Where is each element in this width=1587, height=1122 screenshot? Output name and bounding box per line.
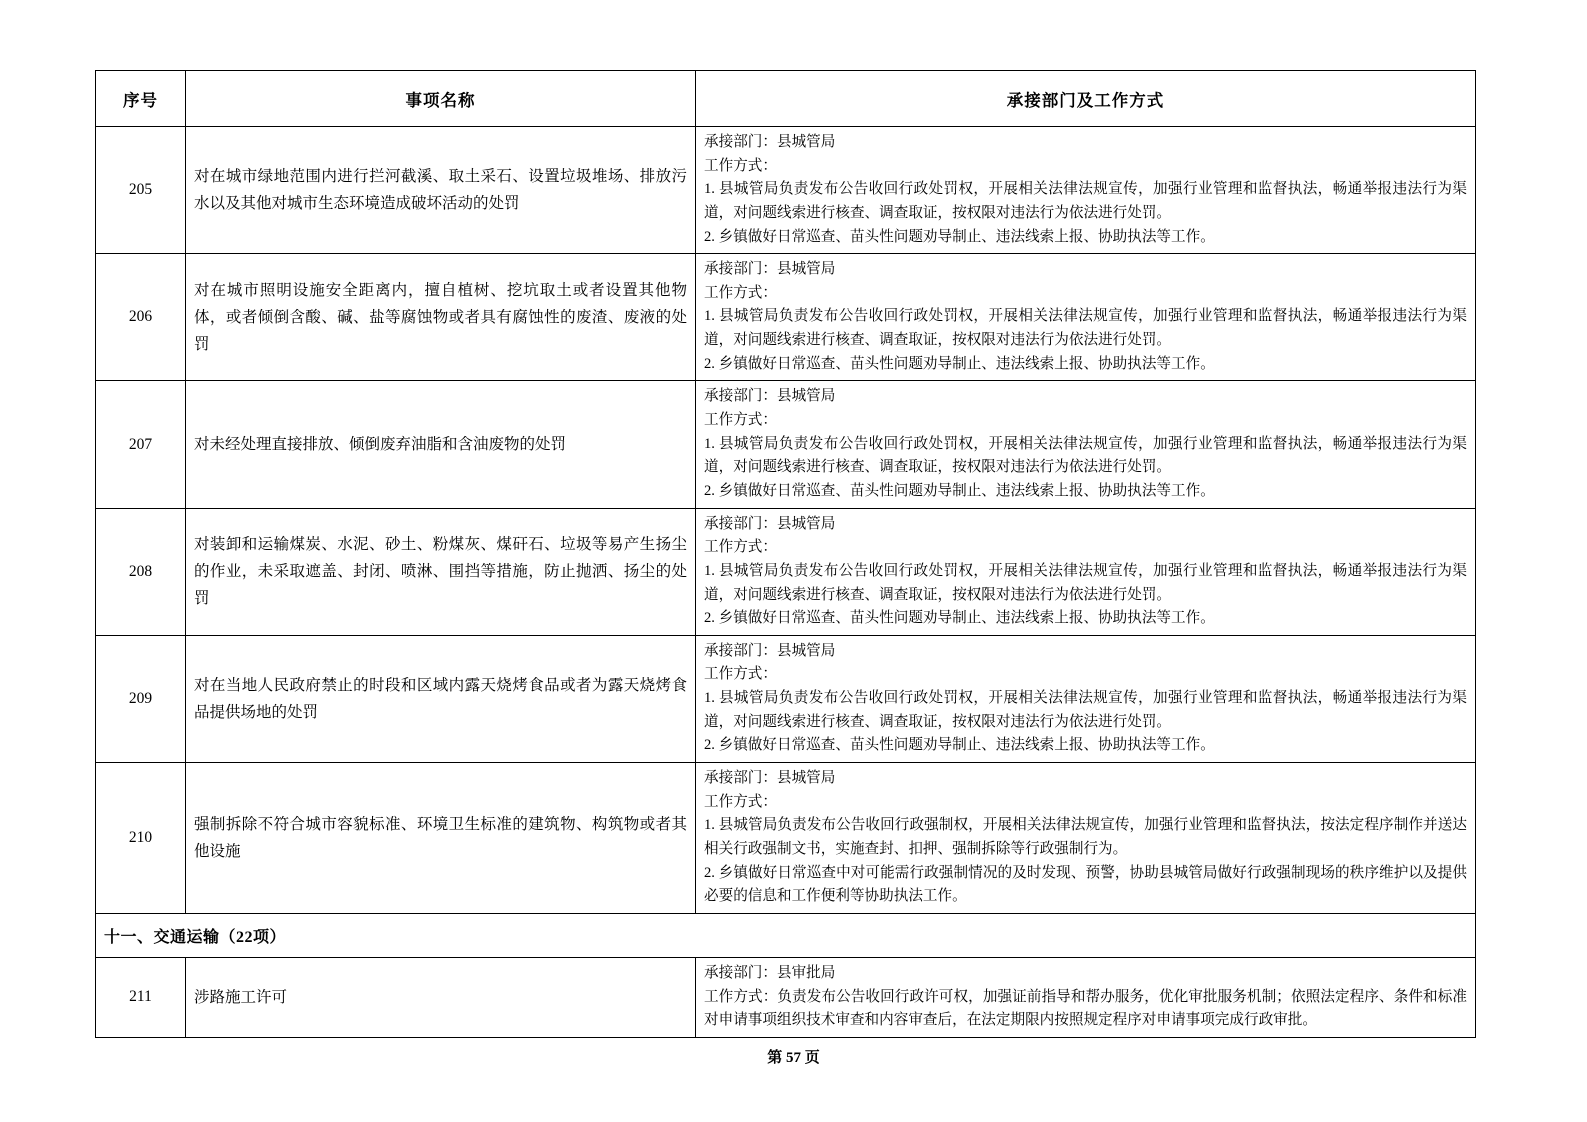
column-header-dept: 承接部门及工作方式 (696, 71, 1476, 127)
dept-line: 1. 县城管局负责发布公告收回行政处罚权，开展相关法律法规宣传，加强行业管理和监督执法，畅通举报违法行为渠道，对问题线索进行核查、调查取证，按权限对违法行为依法进行处罚。 (704, 308, 1467, 349)
section-label: 十一、交通运输（22项） (96, 913, 1476, 957)
row-dept-method (696, 508, 1476, 635)
dept-line: 工作方式： (704, 284, 777, 301)
column-header-no: 序号 (96, 71, 186, 127)
dept-line: 承接部门：县城管局 (704, 770, 836, 787)
dept-line: 2. 乡镇做好日常巡查、苗头性问题劝导制止、违法线索上报、协助执法等工作。 (704, 482, 1215, 499)
dept-line: 2. 乡镇做好日常巡查、苗头性问题劝导制止、违法线索上报、协助执法等工作。 (704, 228, 1215, 245)
dept-line: 2. 乡镇做好日常巡查中对可能需行政强制情况的及时发现、预警，协助县城管局做好行政强制现场的秩序维护以及提供必要的信息和工作便利等协助执法工作。 (704, 864, 1467, 905)
dept-line: 工作方式： (704, 793, 777, 810)
dept-line: 1. 县城管局负责发布公告收回行政处罚权，开展相关法律法规宣传，加强行业管理和监督执法，畅通举报违法行为渠道，对问题线索进行核查、调查取证，按权限对违法行为依法进行处罚。 (704, 690, 1467, 730)
dept-line: 工作方式： (704, 157, 777, 174)
row-number: 210 (96, 763, 186, 914)
row-item-name: 涉路施工许可 (186, 957, 696, 1037)
table-container (95, 70, 1475, 1038)
table-row (96, 508, 1476, 635)
row-item-name: 对在当地人民政府禁止的时段和区域内露天烧烤食品或者为露天烧烤食品提供场地的处罚 (186, 635, 696, 762)
row-item-name: 对装卸和运输煤炭、水泥、砂土、粉煤灰、煤矸石、垃圾等易产生扬尘的作业，未采取遮盖、封闭、喷淋、围挡等措施，防止抛洒、扬尘的处罚 (186, 508, 696, 635)
dept-line: 工作方式： (704, 539, 777, 556)
column-header-name: 事项名称 (186, 71, 696, 127)
table-section-row (96, 913, 1476, 957)
row-dept-method (696, 635, 1476, 762)
dept-line: 承接部门：县审批局 (704, 964, 836, 981)
dept-line: 1. 县城管局负责发布公告收回行政处罚权，开展相关法律法规宣传，加强行业管理和监督执法，畅通举报违法行为渠道，对问题线索进行核查、调查取证，按权限对违法行为依法进行处罚。 (704, 562, 1467, 603)
row-item-name: 对在城市绿地范围内进行拦河截溪、取土采石、设置垃圾堆场、排放污水以及其他对城市生态环境造成破坏活动的处罚 (186, 127, 696, 254)
dept-line: 承接部门：县城管局 (704, 515, 836, 532)
table-header-row (96, 71, 1476, 127)
table-body (96, 127, 1476, 1038)
row-number: 207 (96, 381, 186, 508)
row-number: 211 (96, 957, 186, 1037)
table-row (96, 254, 1476, 381)
dept-line: 1. 县城管局负责发布公告收回行政处罚权，开展相关法律法规宣传，加强行业管理和监督执法，畅通举报违法行为渠道，对问题线索进行核查、调查取证，按权限对违法行为依法进行处罚。 (704, 181, 1467, 221)
dept-line: 承接部门：县城管局 (704, 642, 836, 659)
row-item-name: 对未经处理直接排放、倾倒废弃油脂和含油废物的处罚 (186, 381, 696, 508)
row-dept-method (696, 254, 1476, 381)
table-header (96, 71, 1476, 127)
dept-line: 1. 县城管局负责发布公告收回行政处罚权，开展相关法律法规宣传，加强行业管理和监督执法，畅通举报违法行为渠道，对问题线索进行核查、调查取证，按权限对违法行为依法进行处罚。 (704, 435, 1467, 476)
table-row (96, 635, 1476, 762)
table-row (96, 763, 1476, 914)
dept-line: 1. 县城管局负责发布公告收回行政强制权，开展相关法律法规宣传，加强行业管理和监督执法，按法定程序制作并送达相关行政强制文书，实施查封、扣押、强制拆除等行政强制行为。 (704, 817, 1467, 857)
row-number: 205 (96, 127, 186, 254)
row-number: 209 (96, 635, 186, 762)
row-number: 208 (96, 508, 186, 635)
row-item-name: 对在城市照明设施安全距离内，擅自植树、挖坑取土或者设置其他物体，或者倾倒含酸、碱、盐等腐蚀物或者具有腐蚀性的废渣、废液的处罚 (186, 254, 696, 381)
dept-line: 承接部门：县城管局 (704, 388, 836, 405)
dept-line: 2. 乡镇做好日常巡查、苗头性问题劝导制止、违法线索上报、协助执法等工作。 (704, 737, 1215, 754)
row-dept-method (696, 763, 1476, 914)
page-footer: 第 57 页 (767, 1050, 820, 1066)
dept-line: 2. 乡镇做好日常巡查、苗头性问题劝导制止、违法线索上报、协助执法等工作。 (704, 610, 1215, 627)
row-dept-method (696, 127, 1476, 254)
table-row (96, 127, 1476, 254)
row-dept-method (696, 957, 1476, 1037)
row-item-name: 强制拆除不符合城市容貌标准、环境卫生标准的建筑物、构筑物或者其他设施 (186, 763, 696, 914)
dept-line: 承接部门：县城管局 (704, 134, 836, 150)
items-table (95, 70, 1476, 1038)
table-row (96, 381, 1476, 508)
row-number: 206 (96, 254, 186, 381)
table-row (96, 957, 1476, 1037)
dept-line: 工作方式：负责发布公告收回行政许可权，加强证前指导和帮办服务，优化审批服务机制；依照法定程序、条件和标准对申请事项组织技术审查和内容审查后，在法定期限内按照规定程序对申请事项完成行政审批。 (704, 988, 1467, 1029)
dept-line: 工作方式： (704, 412, 777, 429)
dept-line: 承接部门：县城管局 (704, 261, 836, 278)
row-dept-method (696, 381, 1476, 508)
dept-line: 2. 乡镇做好日常巡查、苗头性问题劝导制止、违法线索上报、协助执法等工作。 (704, 355, 1215, 372)
dept-line: 工作方式： (704, 666, 777, 683)
